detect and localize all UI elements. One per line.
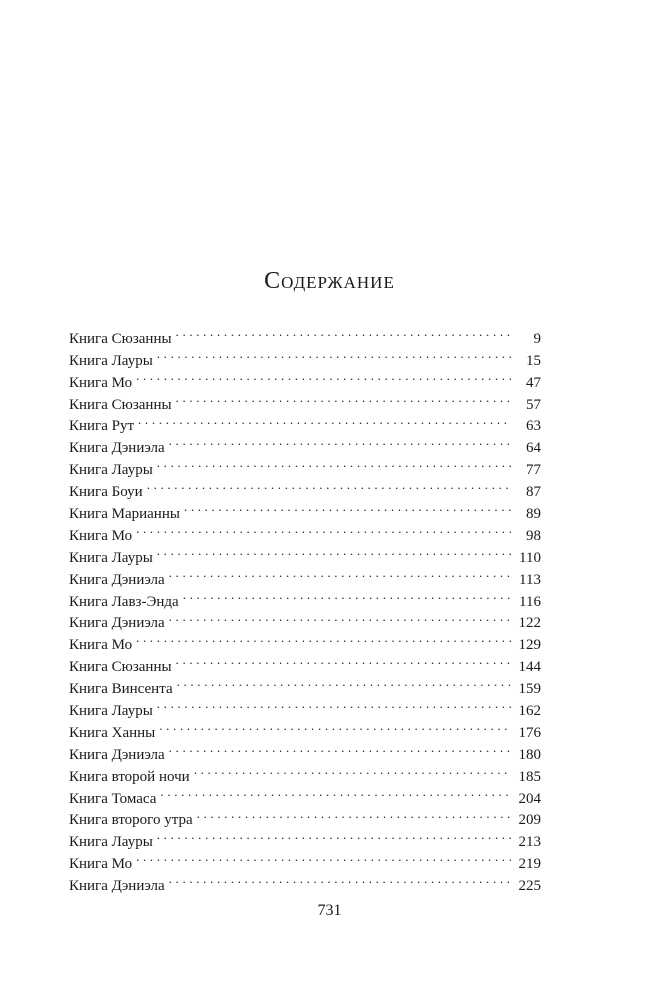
dot-leader	[136, 365, 511, 387]
toc-entry-page: 204	[518, 790, 541, 807]
dot-leader	[157, 540, 511, 562]
toc-entry-title: Книга Винсента	[69, 681, 173, 698]
dot-leader	[157, 824, 511, 846]
toc-entry-page: 162	[518, 703, 541, 720]
toc-entry-page: 144	[518, 659, 541, 676]
toc-entry-page: 98	[526, 527, 541, 544]
toc-entry-title: Книга Мо	[69, 637, 133, 654]
toc-entry[interactable]	[69, 518, 541, 544]
toc-entry-title: Книга Сюзанны	[69, 659, 172, 676]
toc-entry[interactable]	[69, 321, 541, 347]
toc-entry-title: Книга Лавз-Энда	[69, 593, 179, 610]
toc-entry-title: Книга Дэниэла	[69, 746, 165, 763]
toc-entry[interactable]	[69, 846, 541, 873]
toc-entry-page: 87	[526, 484, 541, 501]
dot-leader	[157, 343, 511, 365]
toc-entry-page: 209	[518, 812, 541, 829]
toc-entry-page: 159	[518, 681, 541, 698]
toc-entry[interactable]	[69, 409, 541, 435]
toc-entry-title: Книга Марианны	[69, 506, 180, 523]
toc-entry-title: Книга Томаса	[69, 790, 157, 807]
toc-entry-title: Книга Лауры	[69, 834, 153, 851]
dot-leader	[169, 868, 511, 890]
toc-entry-title: Книга Рут	[69, 418, 135, 435]
toc-entry[interactable]	[69, 540, 541, 566]
page-title: Содержание	[264, 268, 395, 294]
toc-entry-page: 176	[518, 724, 541, 741]
toc-entry-title: Книга Ханны	[69, 724, 156, 741]
dot-leader	[197, 803, 511, 825]
dot-leader	[147, 474, 511, 496]
dot-leader	[184, 496, 511, 518]
toc-entry-page: 77	[526, 462, 541, 479]
toc-entry-page: 89	[526, 506, 541, 523]
toc-entry-page: 47	[526, 374, 541, 391]
toc-entry-page: 213	[518, 834, 541, 851]
dot-leader	[169, 606, 511, 628]
dot-leader	[176, 387, 511, 409]
dot-leader	[159, 715, 511, 737]
toc-entry-page: 9	[533, 330, 541, 347]
dot-leader	[157, 452, 511, 474]
toc-entry-page: 64	[526, 440, 541, 457]
toc-entry-page: 15	[526, 352, 541, 369]
toc-entry-title: Книга Боуи	[69, 484, 143, 501]
toc-entry-page: 63	[526, 418, 541, 435]
dot-leader	[177, 671, 511, 693]
dot-leader	[138, 409, 511, 431]
toc-entry-page: 122	[518, 615, 541, 632]
toc-entry-page: 180	[518, 746, 541, 763]
toc-entry-title: Книга Лауры	[69, 549, 153, 566]
toc-entry-page: 225	[518, 878, 541, 895]
toc-entry-page: 129	[518, 637, 541, 654]
toc-entry-title: Книга Дэниэла	[69, 440, 165, 457]
dot-leader	[157, 693, 511, 715]
toc-entry-title: Книга Лауры	[69, 703, 153, 720]
toc-entry-title: Книга Дэниэла	[69, 878, 165, 895]
toc-entry-title: Книга второго утра	[69, 812, 193, 829]
toc-entry[interactable]	[69, 868, 541, 895]
toc-entry[interactable]	[69, 387, 541, 413]
dot-leader	[176, 649, 511, 671]
toc-entry-title: Книга Сюзанны	[69, 396, 172, 413]
dot-leader	[136, 846, 511, 868]
toc-entry-title: Книга Мо	[69, 374, 133, 391]
toc-entry[interactable]	[69, 627, 541, 654]
toc-entry-title: Книга Мо	[69, 527, 133, 544]
toc-entry-page: 185	[518, 768, 541, 785]
dot-leader	[160, 781, 511, 803]
dot-leader	[136, 627, 511, 649]
toc-entry-page: 113	[519, 571, 541, 588]
dot-leader	[169, 562, 511, 584]
toc-entry[interactable]	[69, 365, 541, 391]
toc-entry-title: Книга Дэниэла	[69, 571, 165, 588]
toc-entry-title: Книга Мо	[69, 856, 133, 873]
toc-entry-title: Книга Дэниэла	[69, 615, 165, 632]
page-number: 731	[317, 902, 342, 919]
toc-entry-page: 219	[518, 856, 541, 873]
dot-leader	[169, 430, 511, 452]
toc-entry-title: Книга Лауры	[69, 462, 153, 479]
toc-entry-page: 116	[519, 593, 541, 610]
dot-leader	[136, 518, 511, 540]
toc-entry-title: Книга второй ночи	[69, 768, 190, 785]
dot-leader	[176, 321, 511, 343]
dot-leader	[194, 759, 511, 781]
toc-entry-title: Книга Сюзанны	[69, 330, 172, 347]
toc-entry-title: Книга Лауры	[69, 352, 153, 369]
toc-entry-page: 110	[519, 549, 541, 566]
toc-entry-page: 57	[526, 396, 541, 413]
toc-entry[interactable]	[69, 430, 541, 457]
toc-entry[interactable]	[69, 649, 541, 676]
dot-leader	[169, 737, 511, 759]
table-of-contents	[69, 321, 541, 895]
dot-leader	[183, 584, 511, 606]
